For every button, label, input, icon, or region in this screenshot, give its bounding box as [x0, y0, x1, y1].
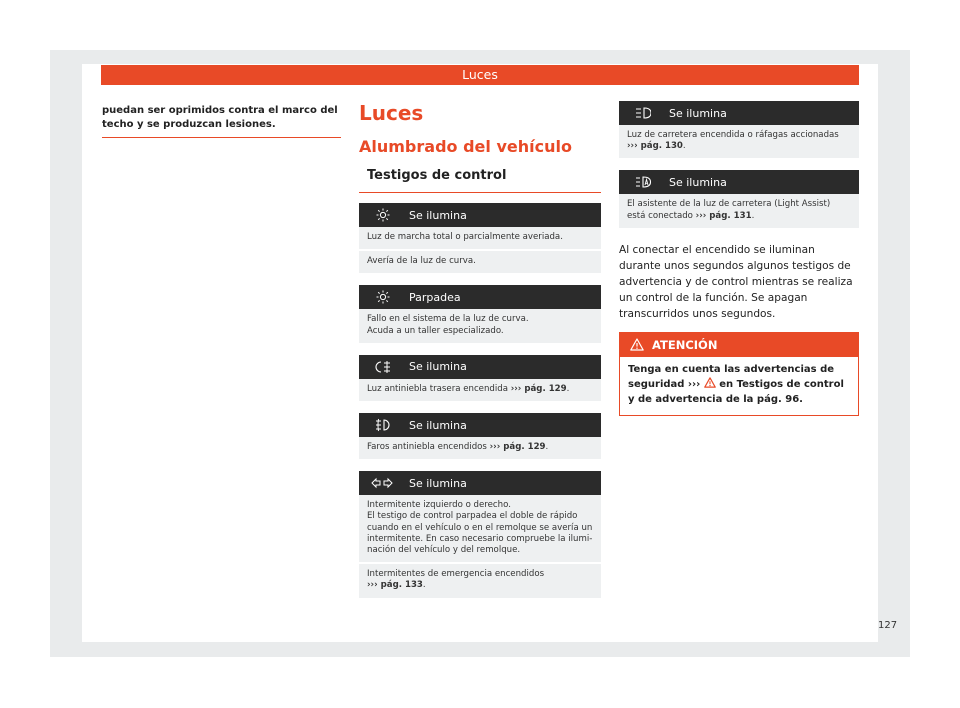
subsection-rule — [359, 192, 601, 193]
indicator-header — [359, 413, 601, 437]
indicator-header — [359, 355, 601, 379]
left-column-rule — [102, 137, 341, 138]
indicator-row — [359, 437, 601, 461]
continued-text: puedan ser oprimidos contra el marco del techo y se produzcan lesiones. — [102, 105, 338, 130]
row-text: El asistente de la luz de carretera (Light Assist) está conectado — [627, 199, 831, 221]
left-column — [102, 104, 342, 132]
indicator-header — [359, 285, 601, 309]
page-number: 127 — [878, 620, 898, 631]
indicator-header — [359, 203, 601, 227]
page-reference: ››› pág. 129 — [489, 442, 546, 453]
indicator-row: Intermitente izquierdo o derecho. El testigo de control parpadea el doble de rápido cuando en el vehículo o en el remolque se avería un intermitente. En caso necesario compruebe la iluminación del vehículo y del remolque. — [359, 495, 601, 564]
indicator-row — [359, 564, 601, 599]
row-end: . — [682, 141, 686, 152]
indicator-header — [359, 471, 601, 495]
indicator-block — [359, 203, 601, 275]
indicator-row: Fallo en el sistema de la luz de curva. Acuda a un taller especializado. — [359, 309, 601, 344]
middle-column — [359, 100, 601, 610]
indicator-block — [359, 355, 601, 403]
section-title: Alumbrado del vehículo — [359, 137, 572, 156]
indicator-block — [619, 101, 859, 160]
indicator-header — [619, 101, 859, 125]
indicator-status: Se ilumina — [669, 106, 727, 120]
row-text: Intermitentes de emergencia encendidos — [367, 569, 545, 580]
indicator-row — [359, 379, 601, 403]
rear-fog-light-icon — [375, 359, 391, 375]
running-header: Luces — [101, 65, 859, 85]
indicator-block — [619, 170, 859, 229]
chapter-title: Luces — [359, 101, 424, 125]
light-assist-icon — [635, 174, 651, 190]
indicator-block — [359, 413, 601, 461]
indicator-row: Avería de la luz de curva. — [359, 251, 601, 275]
row-text: Luz de carretera encendida o ráfagas accionadas — [627, 130, 839, 140]
indicator-status: Se ilumina — [409, 360, 467, 374]
indicator-row: Luz de marcha total o parcialmente averiada. — [359, 227, 601, 251]
warning-text-a: Tenga en cuenta las advertencias de seguridad ››› — [628, 363, 835, 391]
front-fog-light-icon — [375, 417, 391, 433]
right-column — [619, 101, 859, 416]
row-text: Luz antiniebla trasera encendida — [367, 383, 508, 394]
body-paragraph: Al conectar el encendido se iluminan durante unos segundos algunos testigos de advertencia y de control mientras se realiza un control de la función. Se apagan transcurridos unos segundos. — [619, 243, 853, 320]
subsection-title: Testigos de control — [367, 168, 507, 183]
indicator-block — [359, 471, 601, 599]
page-reference: ››› pág. 131 — [695, 210, 752, 221]
high-beam-icon — [635, 105, 651, 121]
warning-header — [620, 333, 858, 357]
page-reference: ››› pág. 129 — [510, 383, 567, 394]
turn-signal-icon — [371, 475, 393, 491]
row-end: . — [545, 442, 549, 453]
row-text: Faros antiniebla encendidos — [367, 442, 487, 453]
indicator-row — [619, 125, 859, 160]
row-end: . — [751, 210, 755, 221]
row-end: . — [566, 383, 570, 394]
indicator-block — [359, 285, 601, 344]
indicator-status: Se ilumina — [409, 476, 467, 490]
inline-warning-icon — [704, 377, 716, 388]
light-fault-icon — [375, 289, 391, 305]
warning-triangle-icon — [630, 338, 644, 351]
indicator-status: Parpadea — [409, 290, 461, 304]
warning-box — [619, 332, 859, 417]
light-fault-icon — [375, 207, 391, 223]
warning-text-b: en Testigos de control y de advertencia de la pág. 96. — [628, 379, 844, 405]
page-reference: ››› pág. 133 — [367, 580, 423, 591]
page-reference: ››› pág. 130 — [627, 141, 683, 152]
indicator-status: Se ilumina — [409, 418, 467, 432]
indicator-row — [619, 194, 859, 229]
indicator-header — [619, 170, 859, 194]
indicator-status: Se ilumina — [409, 208, 467, 222]
indicator-status: Se ilumina — [669, 175, 727, 189]
warning-title: ATENCIÓN — [652, 337, 718, 352]
warning-text — [620, 357, 858, 416]
row-end: . — [422, 580, 426, 591]
